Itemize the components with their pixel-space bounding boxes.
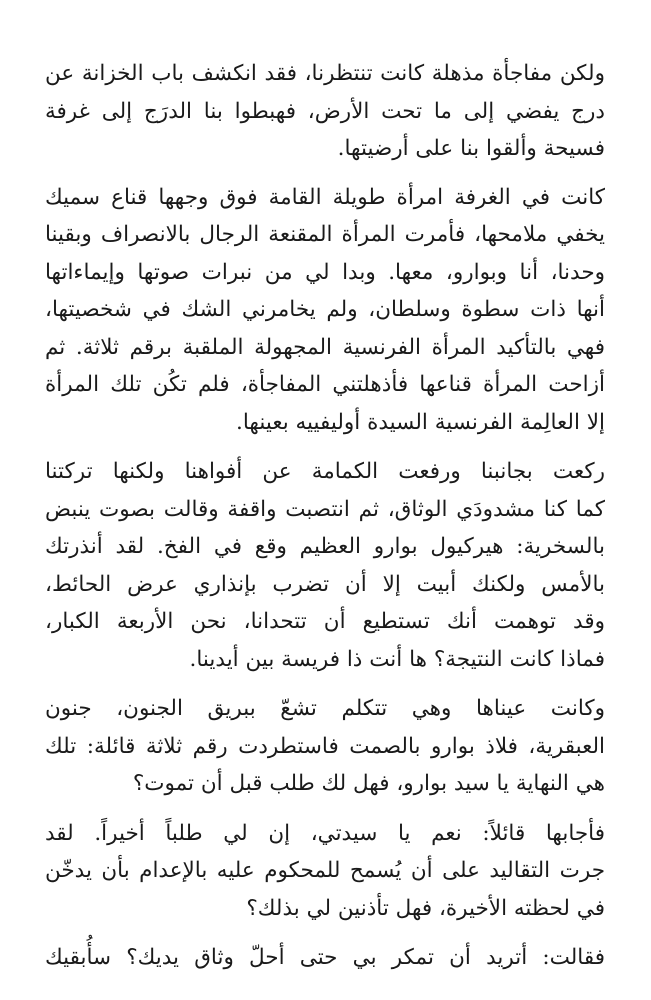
- text-line: وقد توهمت أنك تستطيع أن تتحدانا، نحن الأربعة الكبار،: [45, 609, 605, 634]
- paragraph-spacer: [45, 441, 605, 453]
- text-line: ولكن مفاجأة مذهلة كانت تنتظرنا، فقد انكشف باب الخزانة عن: [45, 61, 605, 86]
- text-line: درج يفضي إلى ما تحت الأرض، فهبطوا بنا الدرَج إلى غرفة: [45, 98, 605, 124]
- text-line: فهي بالتأكيد المرأة الفرنسية المجهولة الملقبة برقم ثلاثة. ثم: [45, 334, 605, 360]
- text-line: إلا العالِمة الفرنسية السيدة أوليفييه بعينها.: [236, 409, 605, 435]
- text-line: جرت التقاليد على أن يُسمح للمحكوم عليه بالإعدام بأن يدخّن: [45, 858, 605, 883]
- text-line: هي النهاية يا سيد بوارو، فهل لك طلب قبل أن تموت؟: [132, 771, 605, 796]
- paragraph-4: [45, 690, 605, 803]
- paragraph-2: [45, 179, 605, 442]
- text-line: أزاحت المرأة قناعها فأذهلتني المفاجأة، فلم تكُن تلك المرأة: [45, 372, 605, 397]
- text-line: وحدنا، أنا وبوارو، معها. وبدا لي من نبرات صوتها وإيماءاتها: [45, 259, 605, 285]
- paragraph-spacer: [45, 927, 605, 939]
- paragraph-spacer: [45, 168, 605, 179]
- paragraph-spacer: [45, 678, 605, 690]
- text-line: ركعت بجانبنا ورفعت الكمامة عن أفواهنا ولكنها تركتنا: [45, 459, 605, 484]
- text-line: فسيحة وألقوا بنا على أرضيتها.: [337, 136, 605, 161]
- paragraph-1: [45, 55, 605, 168]
- paragraph-6: [45, 939, 605, 977]
- text-line: بالأمس ولكنك أبيت إلا أن تضرب بإنذاري عرض الحائط،: [45, 571, 605, 597]
- text-line: فماذا كانت النتيجة؟ ها أنت ذا فريسة بين أيدينا.: [189, 646, 605, 672]
- paragraph-3: [45, 453, 605, 678]
- text-line: بالسخرية: هيركيول بوارو العظيم وقع في الفخ. لقد أنذرتك: [45, 534, 605, 559]
- book-page: [45, 55, 605, 977]
- text-line: كانت في الغرفة امرأة طويلة القامة فوق وجهها قناع سميك: [45, 184, 605, 210]
- text-line: يخفي ملامحها، فأمرت المرأة المقنعة الرجال بالانصراف وبقينا: [45, 222, 605, 247]
- paragraph-5: [45, 815, 605, 928]
- paragraph-spacer: [45, 803, 605, 815]
- text-line: في لحظته الأخيرة، فهل تأذنين لي بذلك؟: [246, 895, 605, 921]
- text-line: كما كنا مشدودَي الوثاق، ثم انتصبت واقفة وقالت بصوت ينبض: [45, 496, 605, 522]
- text-line: أنها ذات سطوة وسلطان، ولم يخامرني الشك في شخصيتها،: [45, 297, 605, 322]
- text-line: فأجابها قائلاً: نعم يا سيدتي، إن لي طلباً أخيراً. لقد: [45, 820, 605, 846]
- text-line: فقالت: أتريد أن تمكر بي حتى أحلّ وثاق يديك؟ سأُبقيك: [45, 945, 605, 970]
- text-line: وكانت عيناها وهي تتكلم تشعّ ببريق الجنون، جنون: [45, 696, 605, 721]
- text-line: العبقرية، فلاذ بوارو بالصمت فاستطردت رقم ثلاثة قائلة: تلك: [45, 733, 605, 759]
